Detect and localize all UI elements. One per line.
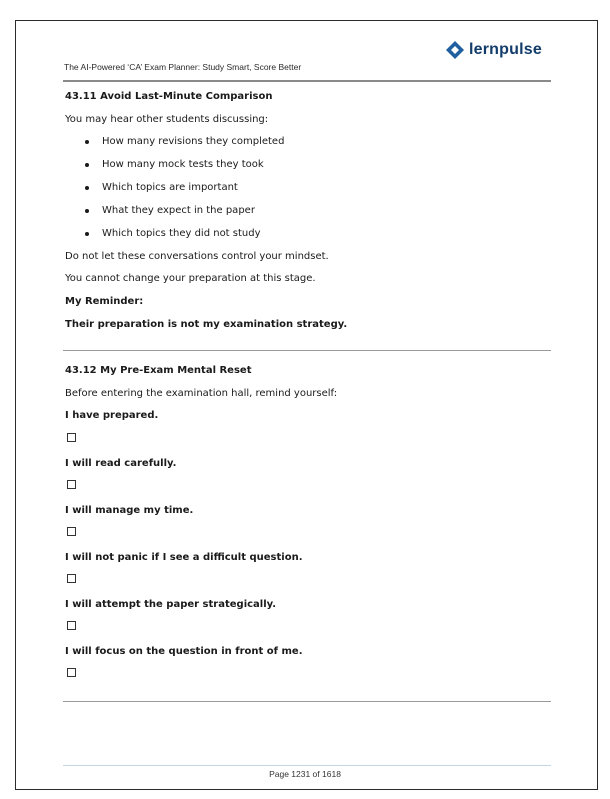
section-intro: You may hear other students discussing:: [65, 114, 269, 125]
affirmation-checkbox[interactable]: [67, 621, 76, 630]
footer-divider: [63, 765, 551, 766]
list-item-text: How many mock tests they took: [102, 159, 264, 170]
bullet-icon: [85, 163, 89, 167]
reminder-text: Their preparation is not my examination strategy.: [65, 319, 348, 330]
brand-logo: [445, 40, 542, 60]
logo-text: lernpulse: [469, 41, 542, 58]
section-intro: Before entering the examination hall, remind yourself:: [65, 388, 338, 399]
page-number: Page 1231 of 1618: [269, 769, 341, 779]
list-item-text: How many revisions they completed: [102, 136, 285, 147]
list-item: [85, 204, 255, 217]
affirmation-text: I will focus on the question in front of me.: [65, 646, 303, 657]
affirmation-text: I will attempt the paper strategically.: [65, 599, 277, 610]
section-heading: 43.11 Avoid Last-Minute Comparison: [65, 91, 273, 102]
bullet-icon: [85, 232, 89, 236]
list-item-text: What they expect in the paper: [102, 205, 255, 216]
section-heading: 43.12 My Pre-Exam Mental Reset: [65, 365, 252, 376]
affirmation-checkbox[interactable]: [67, 668, 76, 677]
list-item: [85, 158, 264, 171]
reminder-label: My Reminder:: [65, 296, 144, 307]
affirmation-checkbox[interactable]: [67, 480, 76, 489]
affirmation-checkbox[interactable]: [67, 527, 76, 536]
header-divider: [63, 80, 551, 82]
paragraph: Do not let these conversations control your mindset.: [65, 251, 329, 262]
affirmation-text: I will manage my time.: [65, 505, 194, 516]
affirmation-checkbox[interactable]: [67, 574, 76, 583]
bullet-icon: [85, 186, 89, 190]
list-item-text: Which topics are important: [102, 182, 238, 193]
affirmation-text: I will not panic if I see a difficult question.: [65, 552, 303, 563]
affirmation-checkbox[interactable]: [67, 433, 76, 442]
diamond-logo-icon: [445, 40, 465, 60]
section-divider: [63, 350, 551, 351]
bullet-icon: [85, 209, 89, 213]
list-item: [85, 181, 238, 194]
document-title: The AI-Powered ‘CA’ Exam Planner: Study Smart, Score Better: [64, 62, 302, 72]
affirmation-text: I will read carefully.: [65, 458, 177, 469]
list-item: [85, 135, 284, 148]
list-item: [85, 227, 261, 240]
list-item-text: Which topics they did not study: [102, 228, 261, 239]
paragraph: You cannot change your preparation at this stage.: [65, 273, 316, 284]
bullet-icon: [85, 140, 89, 144]
section-divider: [63, 701, 551, 702]
affirmation-text: I have prepared.: [65, 410, 159, 421]
